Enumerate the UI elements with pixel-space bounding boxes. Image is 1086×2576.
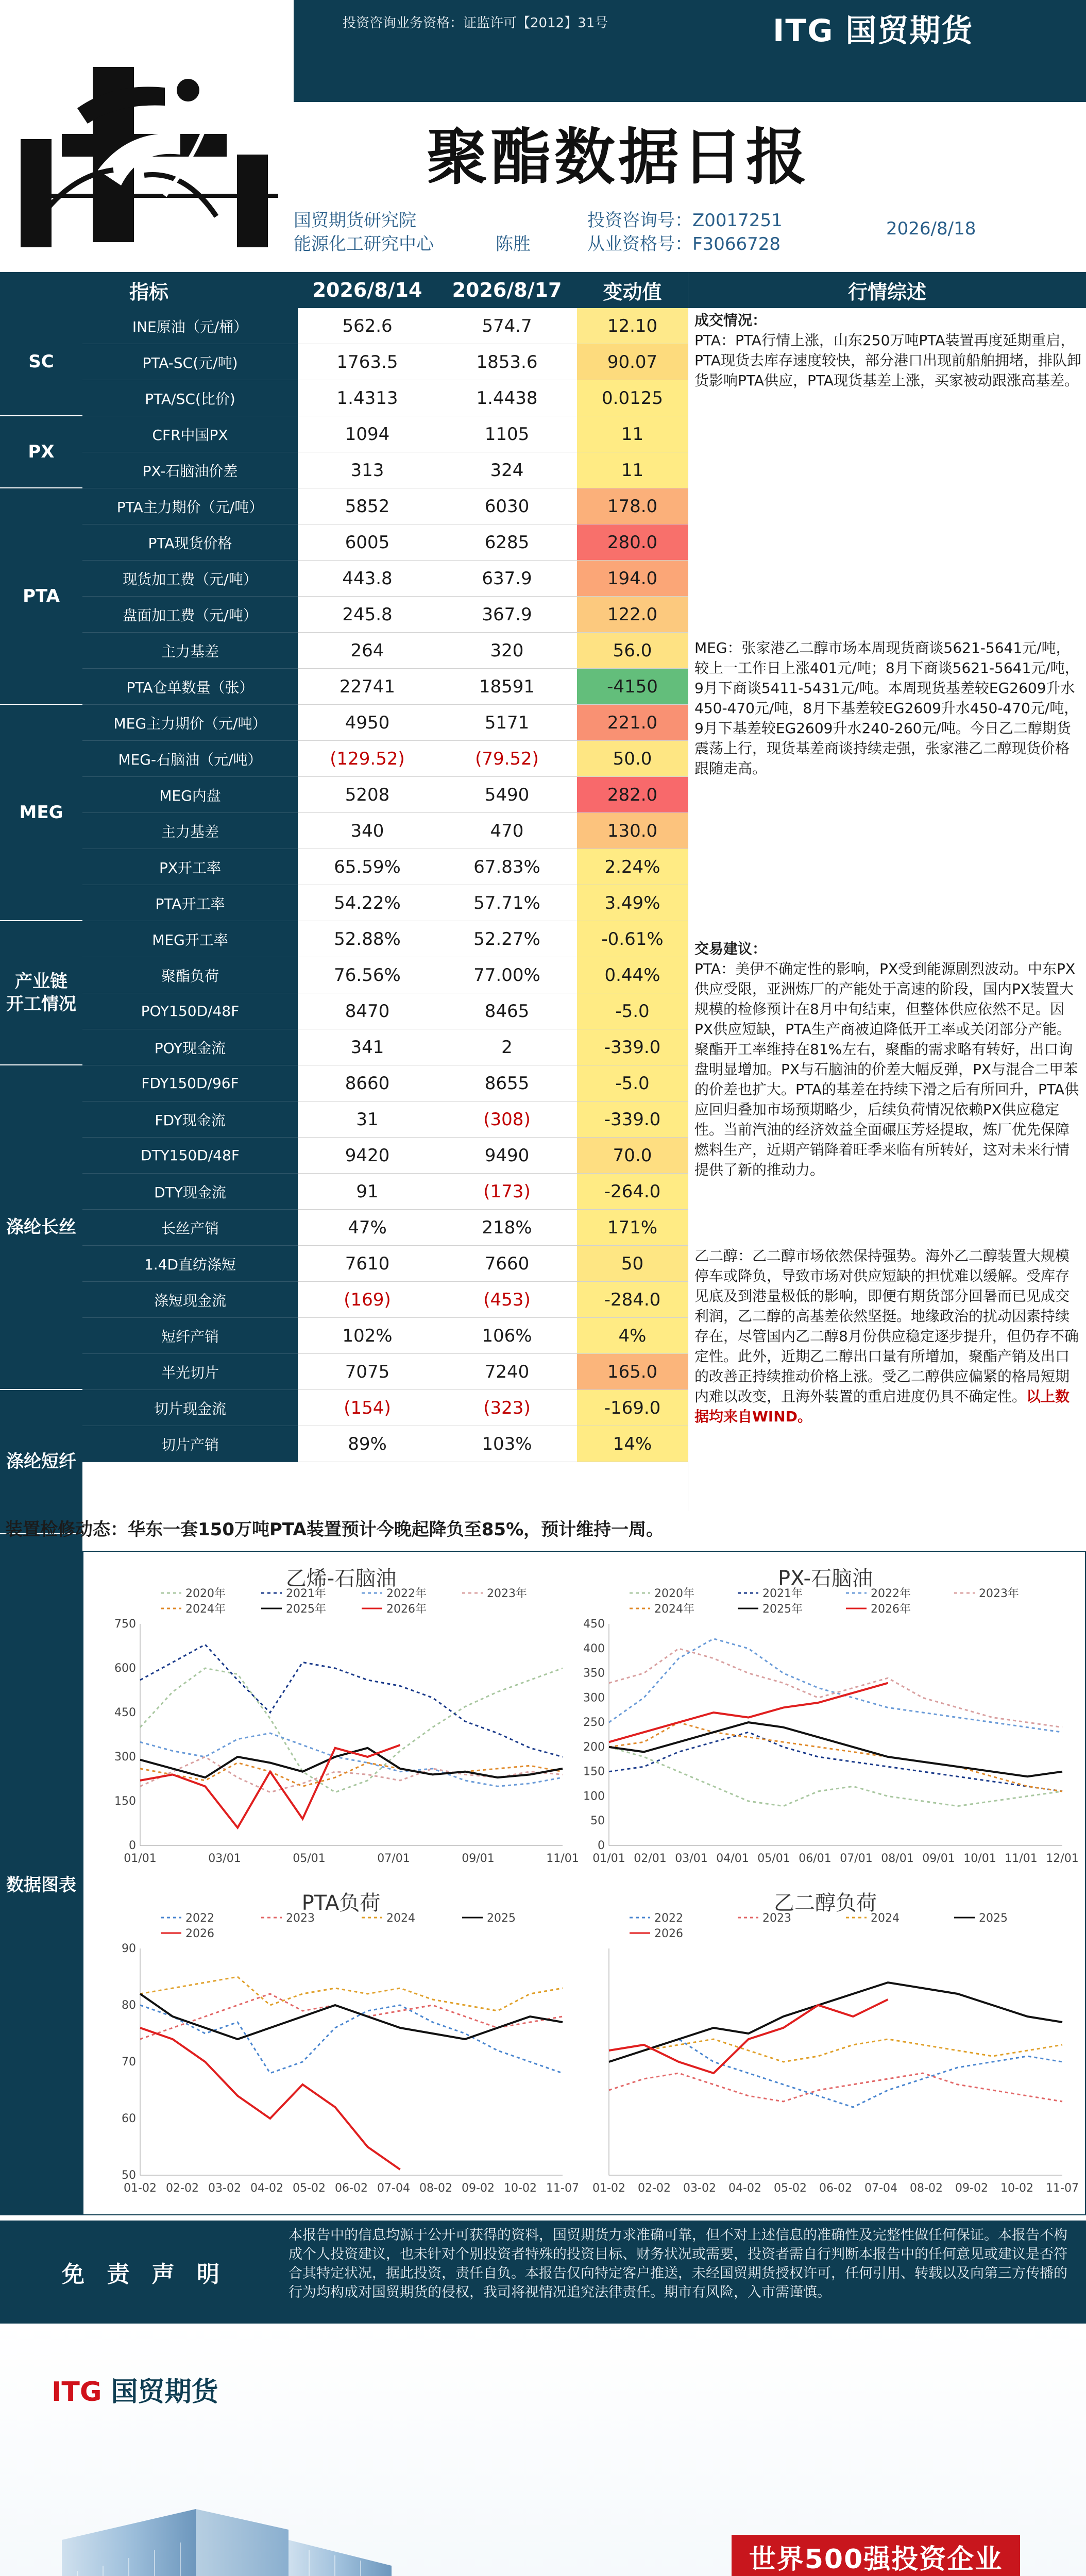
series-line-6 — [140, 1745, 400, 1828]
x-tick-label: 05-02 — [293, 2182, 326, 2195]
value-curr: 9490 — [437, 1138, 577, 1174]
y-tick-label: 200 — [583, 1740, 605, 1754]
y-tick-label: 350 — [583, 1667, 605, 1680]
value-prev: 5852 — [298, 488, 437, 524]
indicator-name: POY现金流 — [82, 1029, 298, 1065]
change-value: 3.49% — [577, 885, 688, 921]
legend-label: 2024 — [386, 1912, 415, 1925]
disclaimer — [0, 2221, 1086, 2324]
header-change: 变动值 — [577, 272, 688, 308]
chart-title: 乙烯-石脑油 — [285, 1567, 397, 1590]
value-prev: 443.8 — [298, 561, 437, 597]
indicator-name: MEG-石脑油（元/吨） — [82, 741, 298, 777]
author-name: 陈胜 — [496, 234, 531, 255]
y-tick-label: 250 — [583, 1716, 605, 1730]
footer-itg-mark: ITG — [52, 2377, 102, 2408]
value-prev: 76.56% — [298, 957, 437, 993]
x-tick-label: 10/01 — [963, 1852, 996, 1865]
value-curr: 7660 — [437, 1246, 577, 1282]
value-curr: 324 — [437, 452, 577, 488]
indicator-name: INE原油（元/桶） — [82, 308, 298, 344]
chart-axis — [609, 1624, 1062, 1845]
header-market-review: 行情综述 — [688, 272, 1086, 308]
indicator-name: 切片产销 — [82, 1426, 298, 1462]
value-curr: 8655 — [437, 1065, 577, 1101]
indicator-name: FDY150D/96F — [82, 1065, 298, 1101]
chart-title: PTA负荷 — [301, 1891, 381, 1915]
legend-label: 2025年 — [286, 1603, 326, 1616]
value-curr: 57.71% — [437, 885, 577, 921]
itg-mark: ITG — [773, 13, 834, 49]
y-tick-label: 50 — [590, 1815, 605, 1828]
x-tick-label: 11-07 — [1046, 2182, 1079, 2195]
change-value: 12.10 — [577, 308, 688, 344]
series-line-0 — [140, 2005, 563, 2073]
legend-label: 2025年 — [762, 1603, 803, 1616]
value-curr: 470 — [437, 813, 577, 849]
group-label: SC — [0, 308, 82, 416]
indicator-name: PTA主力期价（元/吨） — [82, 488, 298, 524]
qualification-text: 投资咨询业务资格：证监许可【2012】31号 — [343, 15, 608, 31]
x-tick-label: 12/01 — [1046, 1852, 1079, 1865]
indicator-name: MEG主力期价（元/吨） — [82, 705, 298, 741]
value-curr: 77.00% — [437, 957, 577, 993]
report-title: 聚酯数据日报 — [426, 122, 810, 193]
value-curr: (323) — [437, 1390, 577, 1426]
x-tick-label: 11/01 — [1005, 1852, 1038, 1865]
x-tick-label: 11/01 — [546, 1852, 579, 1865]
x-tick-label: 09-02 — [462, 2182, 495, 2195]
legend-label: 2025 — [979, 1912, 1008, 1925]
change-value: 221.0 — [577, 705, 688, 741]
value-prev: 264 — [298, 633, 437, 669]
value-curr: 637.9 — [437, 561, 577, 597]
indicator-name: DTY现金流 — [82, 1174, 298, 1210]
y-tick-label: 150 — [583, 1765, 605, 1778]
value-prev: 91 — [298, 1174, 437, 1210]
value-prev: 4950 — [298, 705, 437, 741]
change-value: -339.0 — [577, 1101, 688, 1138]
legend-label: 2023年 — [487, 1587, 527, 1600]
y-tick-label: 0 — [598, 1839, 605, 1852]
legend-label: 2024年 — [185, 1603, 226, 1616]
y-tick-label: 70 — [122, 2056, 136, 2069]
x-tick-label: 04-02 — [728, 2182, 761, 2195]
y-tick-label: 300 — [114, 1751, 136, 1764]
change-value: -284.0 — [577, 1282, 688, 1318]
indicator-name: 短纤产销 — [82, 1318, 298, 1354]
footer-brand-name: 国贸期货 — [111, 2377, 218, 2408]
change-value: 11 — [577, 452, 688, 488]
value-prev: 8470 — [298, 993, 437, 1029]
indicator-name: PTA开工率 — [82, 885, 298, 921]
x-tick-label: 08-02 — [419, 2182, 452, 2195]
value-prev: 102% — [298, 1318, 437, 1354]
value-curr: (173) — [437, 1174, 577, 1210]
commentary-meg — [694, 638, 1082, 778]
value-curr: 218% — [437, 1210, 577, 1246]
value-prev: 5208 — [298, 777, 437, 813]
y-tick-label: 450 — [583, 1618, 605, 1631]
x-tick-label: 06-02 — [819, 2182, 852, 2195]
indicator-name: 半光切片 — [82, 1354, 298, 1390]
disclaimer-text: 本报告中的信息均源于公开可获得的资料，国贸期货力求准确可靠，但不对上述信息的准确性及完整性做任何保证。本报告不构成个人投资建议，也未针对个别投资者特殊的投资目标、财务状况或需要，投资者需自行判断本报告中的任何意见或建议是否符合其特定状况，据此投资，责任自负。本报告仅向特定客户推送，未经国贸期货授权许可，任何引用、转载以及向第三方传播的行为均构成对国贸期货的侵权，我司将视情况追究法律责任。期市有风险，入市需谨慎。 — [289, 2227, 1067, 2300]
header-date-2: 2026/8/17 — [437, 272, 577, 308]
x-tick-label: 01-02 — [124, 2182, 157, 2195]
research-center: 能源化工研究中心 — [294, 234, 434, 255]
value-prev: 54.22% — [298, 885, 437, 921]
value-curr: (308) — [437, 1101, 577, 1138]
value-prev: 52.88% — [298, 921, 437, 957]
indicator-name: PTA/SC(比价) — [82, 380, 298, 416]
legend-label: 2022年 — [386, 1587, 427, 1600]
y-tick-label: 100 — [583, 1790, 605, 1803]
value-curr: (79.52) — [437, 741, 577, 777]
value-curr: 5490 — [437, 777, 577, 813]
indicator-name: POY150D/48F — [82, 993, 298, 1029]
commentary-deals — [694, 310, 1082, 391]
value-curr: 1853.6 — [437, 344, 577, 380]
maintenance-note: 装置检修动态：华东一套150万吨PTA装置预计今晚起降负至85%，预计维持一周。 — [5, 1519, 664, 1540]
x-tick-label: 10-02 — [1000, 2182, 1033, 2195]
change-value: 122.0 — [577, 597, 688, 633]
value-prev: 22741 — [298, 669, 437, 705]
value-curr: 574.7 — [437, 308, 577, 344]
change-value: 70.0 — [577, 1138, 688, 1174]
company-banner — [0, 2324, 1086, 2576]
y-tick-label: 60 — [122, 2112, 136, 2125]
change-value: -169.0 — [577, 1390, 688, 1426]
change-value: -264.0 — [577, 1174, 688, 1210]
x-tick-label: 07-04 — [864, 2182, 897, 2195]
value-prev: 1763.5 — [298, 344, 437, 380]
x-tick-label: 08/01 — [881, 1852, 914, 1865]
legend-label: 2026 — [185, 1927, 214, 1940]
legend-label: 2026年 — [386, 1603, 427, 1616]
series-line-4 — [140, 1763, 563, 1787]
legend-label: 2024年 — [654, 1603, 694, 1616]
indicator-name: MEG开工率 — [82, 921, 298, 957]
value-prev: 340 — [298, 813, 437, 849]
legend-label: 2020年 — [185, 1587, 226, 1600]
series-line-2 — [140, 1977, 563, 2011]
x-tick-label: 03/01 — [208, 1852, 241, 1865]
x-tick-label: 07/01 — [377, 1852, 410, 1865]
brand-emblem — [10, 0, 283, 247]
x-tick-label: 05/01 — [757, 1852, 790, 1865]
header-logo — [773, 6, 973, 50]
indicator-name: PTA-SC(元/吨) — [82, 344, 298, 380]
legend-label: 2022 — [185, 1912, 214, 1925]
value-prev: 9420 — [298, 1138, 437, 1174]
group-label: PTA — [0, 488, 82, 705]
change-value: 56.0 — [577, 633, 688, 669]
value-prev: 65.59% — [298, 849, 437, 885]
legend-label: 2023 — [762, 1912, 791, 1925]
legend-label: 2020年 — [654, 1587, 694, 1600]
legend-label: 2023年 — [979, 1587, 1019, 1600]
value-prev: 89% — [298, 1426, 437, 1462]
deals-body: PTA：PTA行情上涨，山东250万吨PTA装置再度延期重启，PTA现货去库存速度较快，部分港口出现前船舶拥堵，排队卸货影响PTA供应，PTA现货基差上涨，买家被动跟涨高基差。 — [694, 332, 1081, 389]
eg-body — [694, 1246, 1082, 1427]
y-tick-label: 0 — [129, 1839, 136, 1852]
charts-label: 数据图表 — [0, 1551, 82, 2215]
legend-label: 2025 — [487, 1912, 516, 1925]
value-prev: 1094 — [298, 416, 437, 452]
chart-plot — [109, 1562, 579, 1876]
indicator-name: MEG内盘 — [82, 777, 298, 813]
indicator-name: PTA仓单数量（张） — [82, 669, 298, 705]
report-header — [0, 0, 1086, 263]
value-prev: (169) — [298, 1282, 437, 1318]
change-value: -5.0 — [577, 1065, 688, 1101]
y-tick-label: 400 — [583, 1642, 605, 1655]
x-tick-label: 07/01 — [840, 1852, 873, 1865]
indicator-name: PX-石脑油价差 — [82, 452, 298, 488]
practice-number: 从业资格号：F3066728 — [587, 234, 780, 255]
change-value: 0.0125 — [577, 380, 688, 416]
change-value: 4% — [577, 1318, 688, 1354]
group-label: 产业链 开工情况 — [0, 921, 82, 1065]
value-curr: 320 — [437, 633, 577, 669]
value-prev: (154) — [298, 1390, 437, 1426]
change-value: 130.0 — [577, 813, 688, 849]
value-prev: 562.6 — [298, 308, 437, 344]
value-curr: 1105 — [437, 416, 577, 452]
report-date: 2026/8/18 — [886, 218, 976, 239]
value-curr: 1.4438 — [437, 380, 577, 416]
series-line-3 — [609, 1982, 1062, 2062]
commentary-advice — [694, 939, 1082, 1180]
consult-number: 投资咨询号：Z0017251 — [587, 210, 783, 231]
indicator-name: FDY现金流 — [82, 1101, 298, 1138]
y-tick-label: 50 — [122, 2169, 136, 2182]
indicator-name: CFR中国PX — [82, 416, 298, 452]
change-value: 14% — [577, 1426, 688, 1462]
indicator-name: PTA现货价格 — [82, 524, 298, 561]
value-prev: 31 — [298, 1101, 437, 1138]
value-prev: 1.4313 — [298, 380, 437, 416]
value-prev: 245.8 — [298, 597, 437, 633]
chart-meg-load — [578, 1887, 1079, 2206]
value-curr: 106% — [437, 1318, 577, 1354]
indicator-name: 主力基差 — [82, 633, 298, 669]
chart-ethylene-naphtha — [109, 1562, 579, 1876]
charts-section — [0, 1551, 1086, 2215]
value-prev: 7610 — [298, 1246, 437, 1282]
y-tick-label: 300 — [583, 1691, 605, 1705]
value-curr: 18591 — [437, 669, 577, 705]
x-tick-label: 07-04 — [377, 2182, 410, 2195]
value-prev: 341 — [298, 1029, 437, 1065]
x-tick-label: 04/01 — [716, 1852, 749, 1865]
chart-pta-load — [109, 1887, 579, 2206]
change-value: 194.0 — [577, 561, 688, 597]
value-curr: 6285 — [437, 524, 577, 561]
chart-plot — [109, 1887, 579, 2206]
legend-label: 2022年 — [871, 1587, 911, 1600]
series-line-2 — [609, 1639, 1062, 1733]
group-label: PX — [0, 416, 82, 488]
series-line-2 — [609, 2039, 1062, 2062]
y-tick-label: 600 — [114, 1662, 136, 1675]
data-source-note: 以上数据均来自WIND。 — [694, 1388, 1070, 1425]
change-value: 2.24% — [577, 849, 688, 885]
chart-plot — [578, 1562, 1079, 1876]
fortune-500-badge: 世界500强投资企业 — [732, 2535, 1020, 2576]
y-tick-label: 750 — [114, 1618, 136, 1631]
eg-text: 乙二醇：乙二醇市场依然保持强势。海外乙二醇装置大规模停车或降负，导致市场对供应短缺的担忧难以缓解。受库存见底及到港量极低的影响，即便有期货部分回暑而已见成交利润，乙二醇的高基差依然坚挺。地缘政治的扰动因素持续存在，尽管国内乙二醇8月份供应稳定逐步提升，但仍存不确定性。此外，近期乙二醇出口量有所增加，聚酯产销及出口的改善正持续推动价格上涨。受乙二醇供应偏紧的格局短期内难以改变，且海外装置的重启进度仍具不确定性。 — [694, 1247, 1079, 1405]
series-line-4 — [140, 2028, 400, 2170]
series-line-5 — [609, 1722, 1062, 1776]
x-tick-label: 05/01 — [293, 1852, 326, 1865]
commentary-eg — [694, 1246, 1082, 1427]
brand-name: 国贸期货 — [845, 13, 974, 49]
indicator-name: 盘面加工费（元/吨） — [82, 597, 298, 633]
change-value: 11 — [577, 416, 688, 452]
x-tick-label: 05-02 — [774, 2182, 807, 2195]
deals-heading: 成交情况： — [694, 312, 767, 329]
y-tick-label: 90 — [122, 1942, 136, 1955]
indicator-name: 主力基差 — [82, 813, 298, 849]
header-indicator: 指标 — [0, 272, 298, 308]
group-label: MEG — [0, 705, 82, 921]
data-table — [0, 272, 1086, 1511]
series-line-3 — [140, 1757, 563, 1792]
value-curr: 52.27% — [437, 921, 577, 957]
indicator-name: 长丝产销 — [82, 1210, 298, 1246]
series-line-6 — [609, 1683, 888, 1742]
y-tick-label: 450 — [114, 1706, 136, 1719]
legend-label: 2024 — [871, 1912, 900, 1925]
x-tick-label: 03/01 — [675, 1852, 708, 1865]
series-line-3 — [609, 1649, 1062, 1727]
group-label: 涤纶短纤 — [0, 1390, 82, 1534]
indicator-name: 1.4D直纺涤短 — [82, 1246, 298, 1282]
value-prev: 6005 — [298, 524, 437, 561]
x-tick-label: 06/01 — [799, 1852, 832, 1865]
x-tick-label: 04-02 — [250, 2182, 283, 2195]
value-curr: 367.9 — [437, 597, 577, 633]
indicator-name: 现货加工费（元/吨） — [82, 561, 298, 597]
indicator-name: 涤短现金流 — [82, 1282, 298, 1318]
market-commentary — [688, 308, 1086, 1511]
change-value: -4150 — [577, 669, 688, 705]
x-tick-label: 01/01 — [592, 1852, 625, 1865]
series-line-1 — [609, 2073, 1062, 2102]
x-tick-label: 02-02 — [166, 2182, 199, 2195]
x-tick-label: 03-02 — [683, 2182, 716, 2195]
y-tick-label: 80 — [122, 1999, 136, 2012]
institute-name: 国贸期货研究院 — [294, 210, 416, 231]
value-curr: 103% — [437, 1426, 577, 1462]
change-value: 282.0 — [577, 777, 688, 813]
change-value: -339.0 — [577, 1029, 688, 1065]
indicator-name: PX开工率 — [82, 849, 298, 885]
change-value: -5.0 — [577, 993, 688, 1029]
change-value: 280.0 — [577, 524, 688, 561]
x-tick-label: 02/01 — [634, 1852, 667, 1865]
legend-label: 2026 — [654, 1927, 683, 1940]
change-value: 178.0 — [577, 488, 688, 524]
group-label: 涤纶长丝 — [0, 1065, 82, 1390]
y-tick-label: 150 — [114, 1795, 136, 1808]
change-value: -0.61% — [577, 921, 688, 957]
chart-px-naphtha — [578, 1562, 1079, 1876]
meg-body: MEG：张家港乙二醇市场本周现货商谈5621-5641元/吨，较上一工作日上涨401元/吨；8月下商谈5621-5641元/吨，9月下商谈5411-5431元/吨。本周现货基差较EG2609升水450-470元/吨，8月下基差较EG2609升水450-470元/吨，9月下基差较EG2609升水240-260元/吨。今日乙二醇期货震荡上行，现货基差商谈持续走强，张家港乙二醇现货价格跟随走高。 — [694, 639, 1079, 777]
change-value: 50.0 — [577, 741, 688, 777]
change-value: 171% — [577, 1210, 688, 1246]
charts-panel — [82, 1551, 1086, 2215]
change-value: 165.0 — [577, 1354, 688, 1390]
value-curr: 8465 — [437, 993, 577, 1029]
value-curr: 2 — [437, 1029, 577, 1065]
legend-label: 2026年 — [871, 1603, 911, 1616]
indicator-name: 聚酯负荷 — [82, 957, 298, 993]
value-prev: 7075 — [298, 1354, 437, 1390]
chart-plot — [578, 1887, 1079, 2206]
legend-label: 2023 — [286, 1912, 315, 1925]
legend-label: 2022 — [654, 1912, 683, 1925]
x-tick-label: 10-02 — [504, 2182, 537, 2195]
change-value: 50 — [577, 1246, 688, 1282]
x-tick-label: 01/01 — [124, 1852, 157, 1865]
value-prev: 8660 — [298, 1065, 437, 1101]
x-tick-label: 01-02 — [592, 2182, 625, 2195]
disclaimer-label: 免 责 声 明 — [62, 2261, 227, 2287]
x-tick-label: 11-07 — [546, 2182, 579, 2195]
chart-title: 乙二醇负荷 — [774, 1891, 877, 1915]
chart-title: PX-石脑油 — [778, 1567, 873, 1590]
legend-label: 2021年 — [286, 1587, 326, 1600]
x-tick-label: 08-02 — [910, 2182, 943, 2195]
value-curr: 5171 — [437, 705, 577, 741]
advice-pta-body: PTA：美伊不确定性的影响，PX受到能源剧烈波动。中东PX供应受限，亚洲炼厂的产能处于高速的阶段，国内PX装置大规模的检修预计在8月中旬结束，但整体供应依然不足。因PX供应短缺，PTA生产商被迫降低开工率或关闭部分产能。聚酯开工率维持在81%左右，聚酯的需求略有转好，出口询盘明显增加。PX与石脑油的价差大幅反弹，PX与混合二甲苯的价差也扩大。PTA的基差在持续下滑之后有所回升，PTA供应回归叠加市场预期略少，后续负荷情况依赖PX供应稳定性。当前汽油的经济效益全面碾压芳烃提取，炼厂优先保障燃料生产，近期产销降着旺季来临有所转好，这对未来行情提供了新的推动力。 — [694, 960, 1079, 1178]
value-curr: (453) — [437, 1282, 577, 1318]
value-curr: 6030 — [437, 488, 577, 524]
x-tick-label: 06-02 — [335, 2182, 368, 2195]
value-curr: 67.83% — [437, 849, 577, 885]
series-line-2 — [140, 1733, 563, 1786]
legend-label: 2021年 — [762, 1587, 803, 1600]
series-line-4 — [609, 1999, 888, 2073]
change-value: 0.44% — [577, 957, 688, 993]
header-date-1: 2026/8/14 — [298, 272, 437, 308]
x-tick-label: 09/01 — [922, 1852, 955, 1865]
value-prev: (129.52) — [298, 741, 437, 777]
x-tick-label: 03-02 — [208, 2182, 241, 2195]
value-curr: 7240 — [437, 1354, 577, 1390]
advice-heading: 交易建议： — [694, 940, 767, 957]
indicator-name: DTY150D/48F — [82, 1138, 298, 1174]
change-value: 90.07 — [577, 344, 688, 380]
value-prev: 313 — [298, 452, 437, 488]
x-tick-label: 02-02 — [638, 2182, 671, 2195]
series-line-1 — [140, 1645, 563, 1757]
x-tick-label: 09-02 — [955, 2182, 988, 2195]
x-tick-label: 09/01 — [462, 1852, 495, 1865]
value-prev: 47% — [298, 1210, 437, 1246]
indicator-name: 切片现金流 — [82, 1390, 298, 1426]
